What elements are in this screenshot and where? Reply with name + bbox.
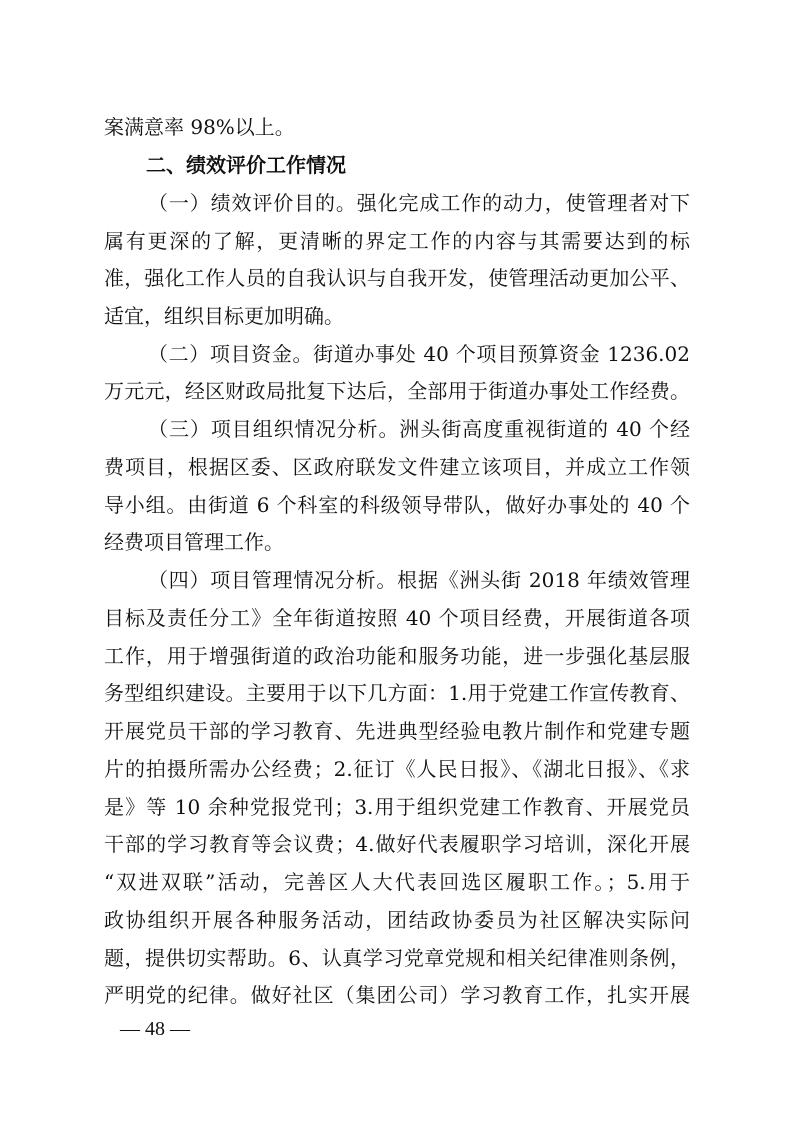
text-line-22: 政协组织开展各种服务活动，团结政协委员为社区解决实际问 <box>104 908 690 932</box>
text-line-5: 准，强化工作人员的自我认识与自我开发，使管理活动更加公平、 <box>104 266 690 290</box>
text-line-15: 工作，用于增强街道的政治功能和服务功能，进一步强化基层服 <box>104 644 690 668</box>
page-number: — 48 — <box>120 1018 190 1040</box>
text-line-4: 属有更深的了解，更清晰的界定工作的内容与其需要达到的标 <box>104 229 690 253</box>
text-line-23: 题，提供切实帮助。6、认真学习党章党规和相关纪律准则条例， <box>104 946 690 970</box>
text-line-16: 务型组织建设。主要用于以下几方面：1.用于党建工作宣传教育、 <box>104 681 690 705</box>
text-line-21: “双进双联”活动，完善区人大代表回选区履职工作。；5.用于 <box>104 870 690 894</box>
text-line-11: 导小组。由街道 6 个科室的科级领导带队，做好办事处的 40 个 <box>104 493 690 517</box>
text-line-19: 是》等 10 余种党报党刊；3.用于组织党建工作教育、开展党员 <box>104 795 690 819</box>
text-line-20: 干部的学习教育等会议费；4.做好代表履职学习培训，深化开展 <box>104 832 690 856</box>
text-line-24: 严明党的纪律。做好社区（集团公司）学习教育工作，扎实开展 <box>104 983 690 1007</box>
text-line-6: 适宜，组织目标更加明确。 <box>104 304 344 328</box>
text-line-1: 案满意率 98%以上。 <box>104 115 295 139</box>
text-line-17: 开展党员干部的学习教育、先进典型经验电教片制作和党建专题 <box>104 719 690 743</box>
text-line-3: （一）绩效评价目的。强化完成工作的动力，使管理者对下 <box>148 191 690 215</box>
text-line-8: 万元元，经区财政局批复下达后，全部用于街道办事处工作经费。 <box>104 379 690 403</box>
text-line-7: （二）项目资金。街道办事处 40 个项目预算资金 1236.02 <box>148 342 690 366</box>
text-line-14: 目标及责任分工》全年街道按照 40 个项目经费，开展街道各项 <box>104 606 690 630</box>
text-line-12: 经费项目管理工作。 <box>104 530 284 554</box>
text-line-18: 片的拍摄所需办公经费；2.征订《人民日报》、《湖北日报》、《求 <box>104 757 690 781</box>
section-heading: 二、绩效评价工作情况 <box>146 153 346 177</box>
text-line-13: （四）项目管理情况分析。根据《洲头街 2018 年绩效管理 <box>148 568 690 592</box>
text-line-10: 费项目，根据区委、区政府联发文件建立该项目，并成立工作领 <box>104 455 690 479</box>
text-line-9: （三）项目组织情况分析。洲头街高度重视街道的 40 个经 <box>148 417 690 441</box>
